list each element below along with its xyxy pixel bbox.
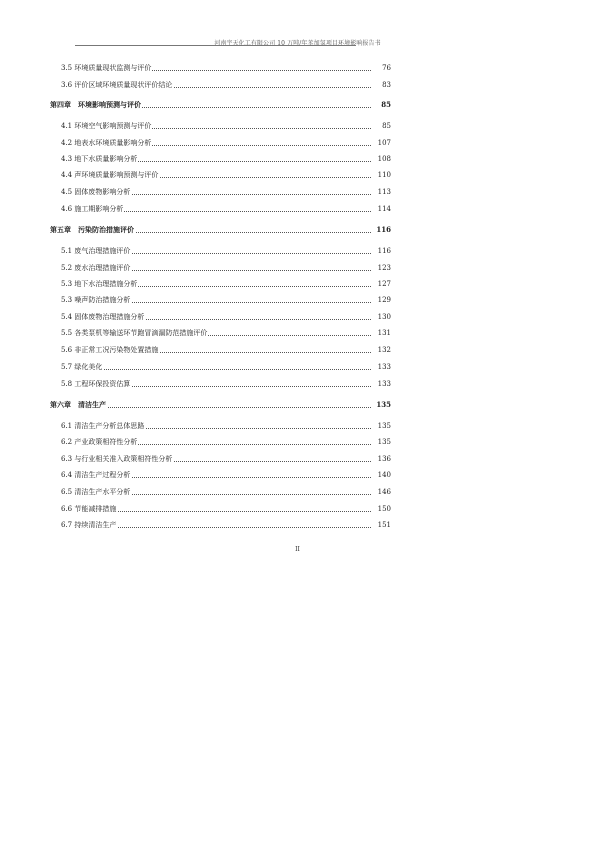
toc-entry-title: 6.4 清洁生产过程分析 <box>61 471 131 479</box>
toc-entry-title: 5.8 工程环保投资估算 <box>61 380 131 388</box>
toc-entry-title: 4.4 声环境质量影响预测与评价 <box>61 171 159 179</box>
toc-entry-title: 4.6 施工期影响分析 <box>61 205 124 213</box>
toc-section-entry[interactable] <box>0 279 595 291</box>
toc-section-entry[interactable] <box>0 187 595 199</box>
toc-entry-title: 6.6 节能减排措施 <box>61 505 117 513</box>
toc-page-number: 150 <box>377 505 391 513</box>
toc-page-number: 76 <box>382 64 391 72</box>
toc-entry-title: 5.2 废水治理措施评价 <box>61 264 131 272</box>
dot-leader <box>61 369 371 370</box>
toc-entry-title: 3.6 评价区域环境质量现状评价结论 <box>61 81 173 89</box>
toc-page-number: 123 <box>377 264 391 272</box>
toc-section-entry[interactable] <box>0 520 595 532</box>
toc-page-number: 132 <box>377 346 391 354</box>
toc-section-entry[interactable] <box>0 170 595 182</box>
toc-section-entry[interactable] <box>0 345 595 357</box>
toc-section-entry[interactable] <box>0 295 595 307</box>
toc-entry-title: 第四章 环境影响预测与评价 <box>50 100 141 109</box>
toc-page-number: 133 <box>377 363 391 371</box>
toc-chapter-entry[interactable] <box>0 400 595 412</box>
toc-page-number: 110 <box>377 171 391 179</box>
toc-entry-title: 5.3 噪声防治措施分析 <box>61 296 131 304</box>
toc-section-entry[interactable] <box>0 454 595 466</box>
toc-entry-title: 6.1 清洁生产分析总体思路 <box>61 422 145 430</box>
toc-page-number: 116 <box>376 225 391 234</box>
running-header: 河南宇天化工有限公司 10 万吨/年苯加氢项目环境影响报告书 <box>214 40 381 47</box>
toc-page-number: 85 <box>381 100 391 109</box>
toc-entry-title: 3.5 环境质量现状监测与评价 <box>61 64 152 72</box>
toc-entry-title: 第五章 污染防治措施评价 <box>50 225 134 234</box>
toc-section-entry[interactable] <box>0 328 595 340</box>
toc-section-entry[interactable] <box>0 312 595 324</box>
toc-entry-title: 6.3 与行业相关准入政策相符性分析 <box>61 455 173 463</box>
toc-section-entry[interactable] <box>0 362 595 374</box>
header-rule <box>75 45 356 46</box>
toc-section-entry[interactable] <box>0 154 595 166</box>
toc-entry-title: 4.2 地表水环境质量影响分析 <box>61 139 152 147</box>
toc-page-number: 135 <box>376 400 391 409</box>
toc-section-entry[interactable] <box>0 470 595 482</box>
toc-entry-title: 5.1 废气治理措施评价 <box>61 247 131 255</box>
toc-page-number: 135 <box>377 422 391 430</box>
toc-entry-title: 6.5 清洁生产水平分析 <box>61 488 131 496</box>
toc-section-entry[interactable] <box>0 204 595 216</box>
toc-page-number: 136 <box>377 455 391 463</box>
toc-section-entry[interactable] <box>0 121 595 133</box>
toc-section-entry[interactable] <box>0 379 595 391</box>
toc-entry-title: 4.5 固体废物影响分析 <box>61 188 131 196</box>
toc-entry-title: 5.3 地下水治理措施分析 <box>61 280 138 288</box>
toc-page-number: 133 <box>377 380 391 388</box>
toc-page-number: 85 <box>382 122 391 130</box>
toc-section-entry[interactable] <box>0 421 595 433</box>
toc-page-number: 116 <box>377 247 391 255</box>
toc-section-entry[interactable] <box>0 437 595 449</box>
toc-entry-title: 4.1 环境空气影响预测与评价 <box>61 122 152 130</box>
toc-page-number: 135 <box>377 438 391 446</box>
toc-page-number: 113 <box>377 188 391 196</box>
toc-section-entry[interactable] <box>0 246 595 258</box>
toc-page-number: 151 <box>377 521 391 529</box>
toc-entry-title: 5.7 绿化美化 <box>61 363 103 371</box>
toc-entry-title: 5.4 固体废物治理措施分析 <box>61 313 145 321</box>
toc-entry-title: 第六章 清洁生产 <box>50 400 106 409</box>
toc-entry-title: 5.5 各类泵机等输送环节跑冒滴漏防范措施评价 <box>61 329 208 337</box>
toc-page-number: 140 <box>377 471 391 479</box>
toc-entry-title: 4.3 地下水质量影响分析 <box>61 155 138 163</box>
toc-chapter-entry[interactable] <box>0 225 595 237</box>
toc-section-entry[interactable] <box>0 487 595 499</box>
toc-entry-title: 6.2 产业政策相符性分析 <box>61 438 138 446</box>
toc-page-number: 83 <box>382 81 391 89</box>
toc-entry-title: 6.7 持续清洁生产 <box>61 521 117 529</box>
toc-page-number: 108 <box>377 155 391 163</box>
toc-section-entry[interactable] <box>0 80 595 92</box>
toc-page-number: 130 <box>377 313 391 321</box>
toc-page-number: 107 <box>377 139 391 147</box>
toc-section-entry[interactable] <box>0 138 595 150</box>
toc-page-number: 146 <box>377 488 391 496</box>
toc-page-number: 127 <box>377 280 391 288</box>
toc-section-entry[interactable] <box>0 63 595 75</box>
toc-page-number: 129 <box>377 296 391 304</box>
toc-page-number: 131 <box>377 329 391 337</box>
toc-page-number: 114 <box>377 205 391 213</box>
toc-section-entry[interactable] <box>0 504 595 516</box>
toc-chapter-entry[interactable] <box>0 100 595 112</box>
toc-entry-title: 5.6 非正常工况污染物处置措施 <box>61 346 159 354</box>
page-number: II <box>295 546 300 553</box>
toc-section-entry[interactable] <box>0 263 595 275</box>
